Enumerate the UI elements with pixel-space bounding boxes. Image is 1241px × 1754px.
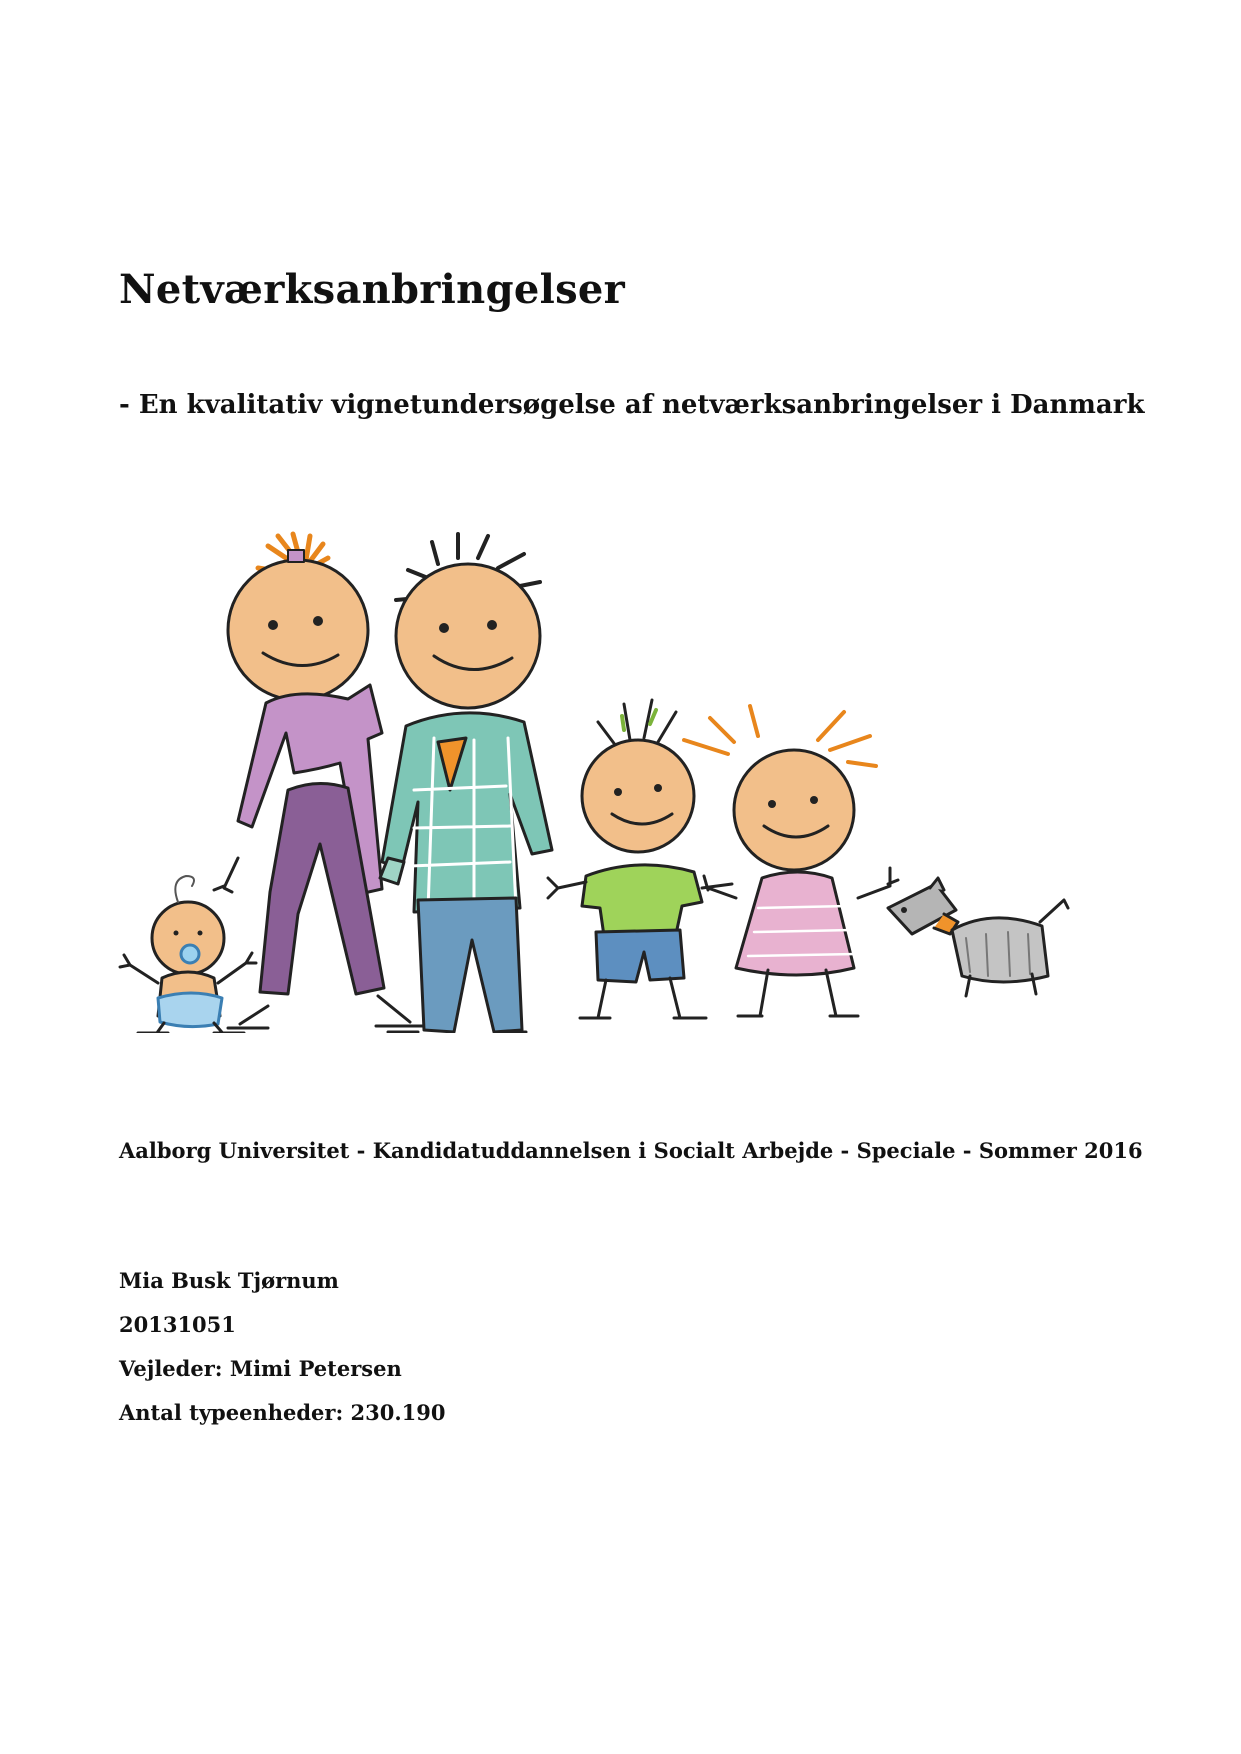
mother-figure <box>214 534 424 1028</box>
character-count-line: Antal typeenheder: 230.190 <box>119 1400 446 1425</box>
father-figure <box>380 534 552 1032</box>
author-name: Mia Busk Tjørnum <box>119 1268 339 1293</box>
student-number: 20131051 <box>119 1312 236 1337</box>
girl-figure <box>684 706 898 1016</box>
baby-figure <box>120 876 256 1033</box>
institution-line: Aalborg Universitet - Kandidatuddannelsen i Socialt Arbejde - Speciale - Sommer 2016 <box>119 1138 1143 1163</box>
dog-figure <box>888 878 1068 996</box>
supervisor-line: Vejleder: Mimi Petersen <box>119 1356 402 1381</box>
document-subtitle: - En kvalitativ vignetundersøgelse af netværksanbringelser i Danmark <box>119 390 1145 420</box>
document-title: Netværksanbringelser <box>119 266 626 313</box>
family-drawing-icon <box>118 528 1083 1033</box>
